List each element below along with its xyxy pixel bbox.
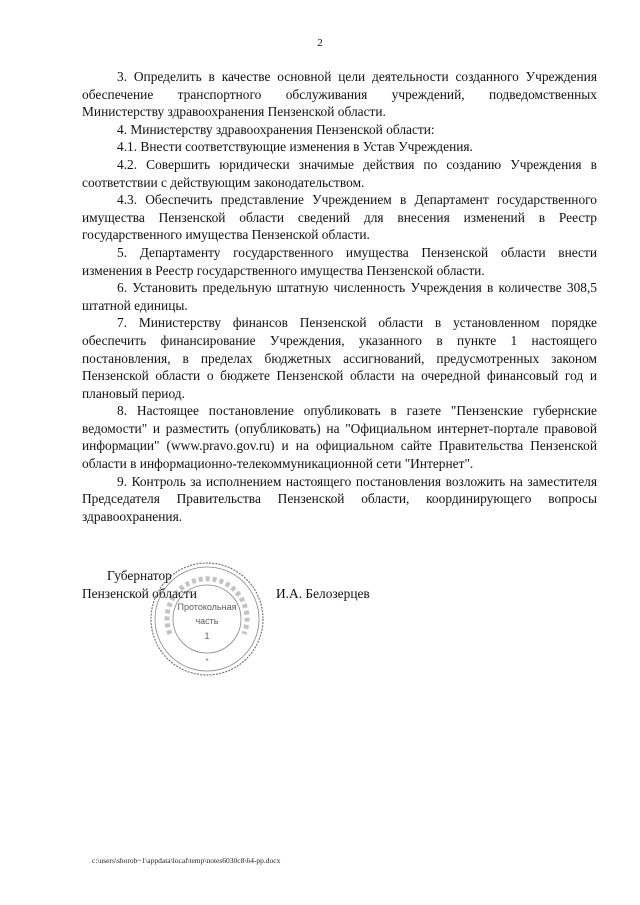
seal-text-line1: Протокольная xyxy=(177,602,237,612)
paragraph-4-1: 4.1. Внести соответствующие изменения в Устав Учреждения. xyxy=(117,139,473,155)
seal-text-line2: часть xyxy=(195,616,219,626)
paragraph-4-2: 4.2. Совершить юридически значимые действия по созданию Учреждения в соответствии с действующим законодательством. xyxy=(82,156,597,190)
paragraph-4: 4. Министерству здравоохранения Пензенской области: xyxy=(117,121,435,137)
page-number: 2 xyxy=(317,37,323,49)
document-body xyxy=(82,68,597,525)
seal-text-line3: 1 xyxy=(204,631,210,641)
svg-text:*: * xyxy=(205,657,209,666)
paragraph-5: 5. Департаменту государственного имущества Пензенской области внести изменения в Реестр государственного имущества Пензенской области. xyxy=(82,244,597,278)
official-seal xyxy=(148,560,266,678)
signatory-title-line2: Пензенской области xyxy=(82,586,197,601)
paragraph-7: 7. Министерству финансов Пензенской области в установленном порядке обеспечить финансирование Учреждения, указанного в пункте 1 настоящего постановления, в пределах бюджетных ассигнований, предусмотренных законом Пензенской области о бюджете Пензенской области на очередной финансовый год и плановый период. xyxy=(82,315,597,401)
paragraph-3: 3. Определить в качестве основной цели деятельности созданного Учреждения обеспечение транспортного обслуживания учреждений, подведомственных Министерству здравоохранения Пензенской области. xyxy=(82,69,597,120)
signatory-name: И.А. Белозерцев xyxy=(276,586,370,601)
signatory-title-line1: Губернатор xyxy=(107,568,172,583)
paragraph-4-3: 4.3. Обеспечить представление Учреждением в Департамент государственного имущества Пензенской области сведений для внесения изменений в Реестр государственного имущества Пензенской области. xyxy=(82,192,597,243)
footer-file-path: c:\users\shorob~1\appdata\local\temp\notes6030c8\64-pp.docx xyxy=(92,856,281,865)
paragraph-8: 8. Настоящее постановление опубликовать в газете "Пензенские губернские ведомости" и разместить (опубликовать) на "Официальном интернет-портале правовой информации" (www.pravo.gov.ru) и на официальном сайте Правительства Пензенской области в информационно-телекоммуникационной сети "Интернет". xyxy=(82,403,597,472)
paragraph-6: 6. Установить предельную штатную численность Учреждения в количестве 308,5 штатной единицы. xyxy=(82,280,597,313)
paragraph-9: 9. Контроль за исполнением настоящего постановления возложить на заместителя Председателя Правительства Пензенской области, координирующего вопросы здравоохранения. xyxy=(82,473,597,524)
